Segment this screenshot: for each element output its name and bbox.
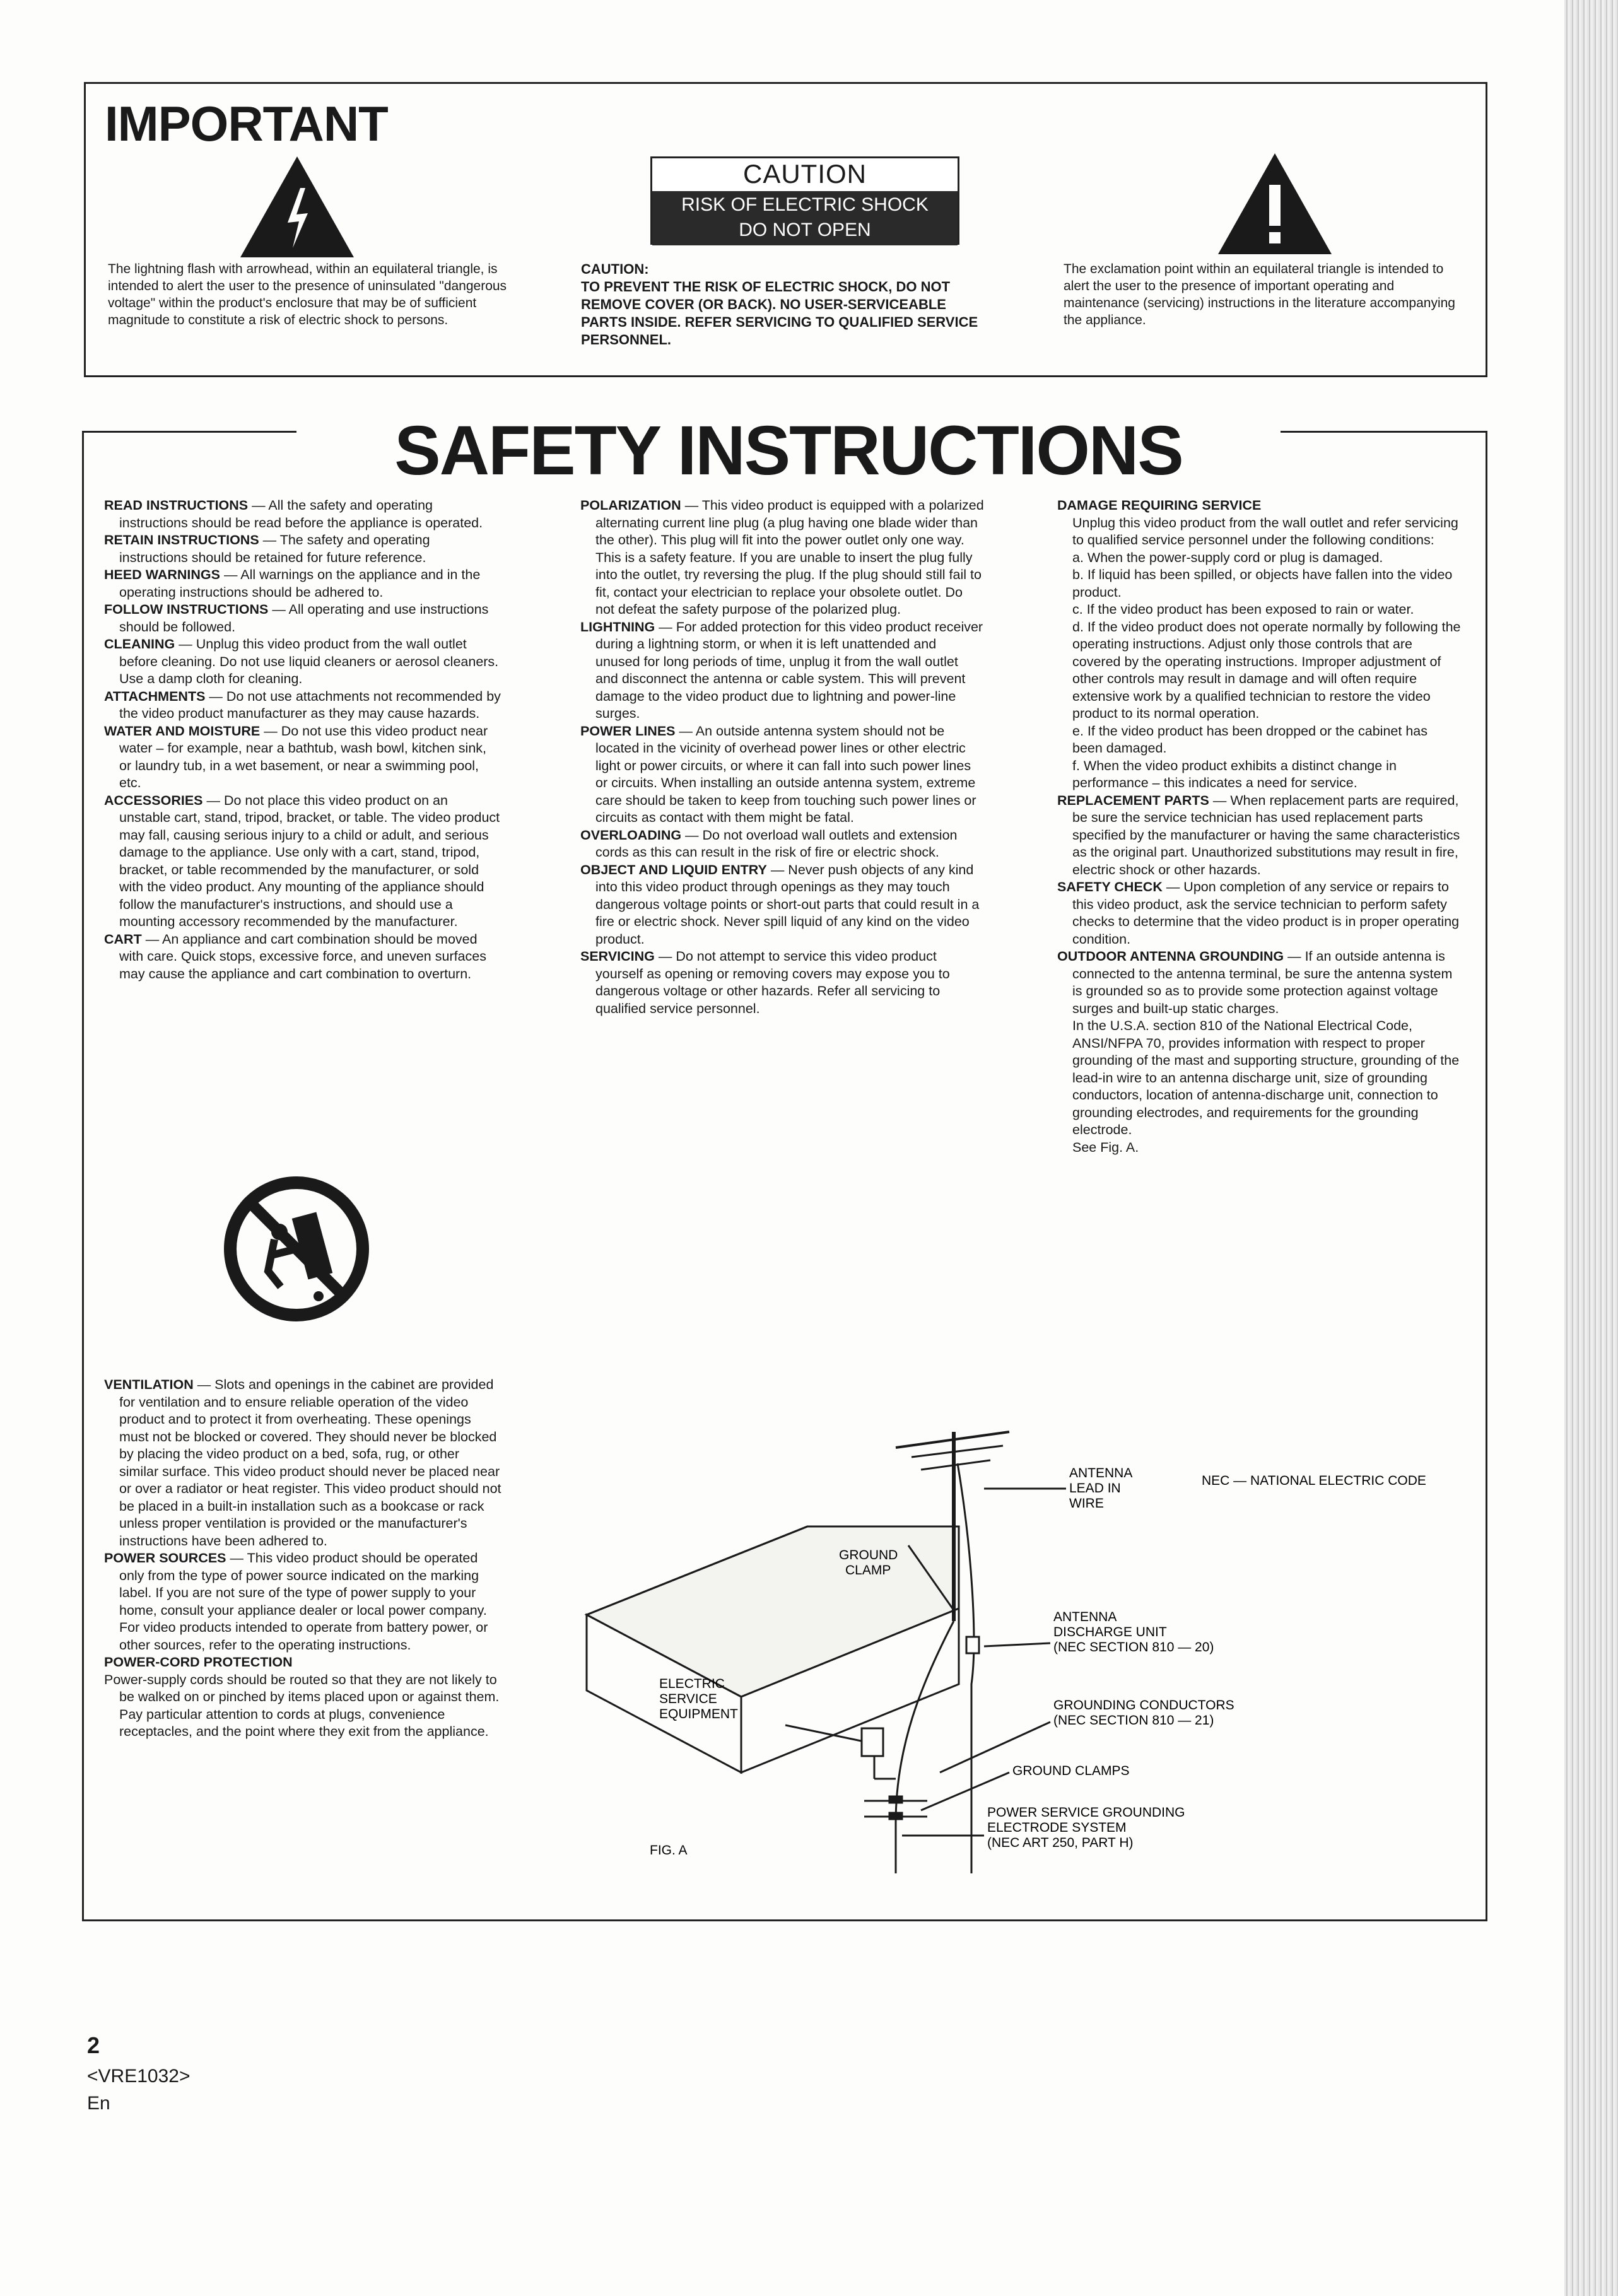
label-discharge-2: DISCHARGE UNIT	[1053, 1625, 1167, 1639]
label-nec: NEC — NATIONAL ELECTRIC CODE	[1202, 1473, 1426, 1488]
instruction-keyword: SAFETY CHECK	[1057, 879, 1163, 894]
figure-caption: FIG. A	[650, 1843, 688, 1858]
label-discharge-1: ANTENNA	[1053, 1610, 1117, 1624]
instruction-keyword: POWER LINES	[580, 723, 676, 739]
label-discharge-3: (NEC SECTION 810 — 20)	[1053, 1640, 1214, 1655]
instruction-keyword: OUTDOOR ANTENNA GROUNDING	[1057, 949, 1284, 964]
instruction-keyword: CLEANING	[104, 636, 175, 652]
instruction-item	[104, 688, 501, 723]
instruction-text: c. If the video product has been exposed to rain or water.	[1072, 602, 1414, 617]
instruction-text: See Fig. A.	[1072, 1139, 1139, 1155]
instruction-keyword: LIGHTNING	[580, 619, 655, 635]
instruction-keyword: HEED WARNINGS	[104, 567, 220, 582]
instruction-keyword: ACCESSORIES	[104, 792, 203, 808]
instruction-item	[104, 566, 501, 601]
safety-column-middle	[580, 497, 984, 1017]
label-electrode-2: ELECTRODE SYSTEM	[987, 1820, 1127, 1835]
instruction-item	[1057, 792, 1461, 879]
label-electric-1: ELECTRIC	[659, 1677, 725, 1691]
instruction-item	[1057, 549, 1461, 567]
instruction-item	[580, 948, 984, 1017]
instruction-item	[1057, 879, 1461, 948]
instruction-item	[1057, 758, 1461, 792]
label-antenna-lead-2: LEAD IN	[1069, 1481, 1121, 1496]
instruction-item	[104, 1550, 501, 1654]
instruction-item	[580, 619, 984, 723]
antenna-grounding-diagram	[568, 1419, 1482, 1873]
instruction-item	[104, 497, 501, 532]
instruction-item	[1057, 1139, 1461, 1157]
instruction-item	[1057, 515, 1461, 549]
instruction-item	[104, 636, 501, 688]
instruction-item	[1057, 619, 1461, 723]
caution-band-line-2: DO NOT OPEN	[739, 220, 871, 240]
caution-label: CAUTION	[743, 159, 867, 189]
instruction-text: — Do not attempt to service this video product yourself as opening or removing covers may expose you to dangerous voltage or other hazards. Refer all servicing to qualified service personnel.	[595, 949, 950, 1016]
label-ground-clamps: GROUND CLAMPS	[1012, 1764, 1130, 1778]
instruction-item	[1057, 566, 1461, 601]
label-electric-2: SERVICE	[659, 1692, 717, 1706]
instruction-item	[104, 532, 501, 566]
instruction-text: — Do not use attachments not recommended by the video product manufacturer as they may cause hazards.	[119, 688, 501, 721]
instruction-item	[104, 1376, 501, 1550]
instruction-item	[1057, 497, 1461, 515]
instruction-text: b. If liquid has been spilled, or objects have fallen into the video product.	[1072, 567, 1453, 600]
instruction-text: f. When the video product exhibits a distinct change in performance – this indicates a need for service.	[1072, 758, 1397, 790]
instruction-item	[1057, 1017, 1461, 1139]
instruction-text: — If an outside antenna is connected to the antenna terminal, be sure the antenna system is grounded so as to provide some protection against voltage surges and built-up static charges.	[1072, 949, 1453, 1016]
instruction-keyword: POLARIZATION	[580, 498, 681, 513]
instruction-keyword: OVERLOADING	[580, 827, 682, 843]
instruction-item	[1057, 723, 1461, 758]
label-ground-clamp-2: CLAMP	[845, 1563, 891, 1578]
instruction-item	[1057, 601, 1461, 619]
caution-text: TO PREVENT THE RISK OF ELECTRIC SHOCK, DO NOT REMOVE COVER (OR BACK). NO USER-SERVICEABLE PARTS INSIDE. REFER SERVICING TO QUALIFIED SERVICE PERSONNEL.	[581, 279, 978, 348]
label-grounding-2: (NEC SECTION 810 — 21)	[1053, 1713, 1214, 1728]
instruction-keyword: WATER AND MOISTURE	[104, 723, 261, 739]
instruction-text: a. When the power-supply cord or plug is damaged.	[1072, 549, 1383, 565]
instruction-keyword: POWER-CORD PROTECTION	[104, 1655, 293, 1670]
instruction-keyword: POWER SOURCES	[104, 1550, 226, 1566]
instruction-item	[1057, 948, 1461, 1017]
instruction-text: — All the safety and operating instructions should be read before the appliance is operated.	[119, 498, 483, 530]
instruction-item	[104, 723, 501, 792]
instruction-keyword: REPLACEMENT PARTS	[1057, 792, 1209, 808]
caution-band	[652, 191, 958, 245]
instruction-text: e. If the video product has been dropped or the cabinet has been damaged.	[1072, 723, 1427, 756]
instruction-item	[104, 931, 501, 983]
important-title: IMPORTANT	[105, 96, 388, 151]
instruction-keyword: VENTILATION	[104, 1377, 194, 1392]
instruction-text: In the U.S.A. section 810 of the National Electrical Code, ANSI/NFPA 70, provides information with respect to proper grounding of the mast and supporting structure, grounding of the lead-in wire to an antenna discharge unit, size of grounding conductors, location of antenna-discharge unit, connection to grounding electrodes, and requirements for the grounding electrode.	[1072, 1018, 1460, 1137]
instruction-item	[580, 862, 984, 949]
instruction-text: — This video product should be operated only from the type of power source indicated on the marking label. If you are not sure of the type of power supply to your home, consult your appliance dealer or local power company. For video products intended to operate from battery power, or other sources, refer to the operating instructions.	[119, 1550, 488, 1653]
instruction-text: — When replacement parts are required, be sure the service technician has used replacement parts specified by the manufacturer or having the same characteristics as the original part. Unauthorized substitutions may result in fire, electric shock or other hazards.	[1072, 792, 1460, 877]
instruction-keyword: CART	[104, 931, 142, 947]
language-code: En	[87, 2093, 110, 2114]
instruction-item	[104, 1654, 501, 1672]
instruction-text: — All warnings on the appliance and in the operating instructions should be adhered to.	[119, 567, 481, 600]
instruction-text: Power-supply cords should be routed so that they are not likely to be walked on or pinched by items placed upon or against them. Pay particular attention to cords at plugs, convenience receptacles, and the point where they exit from the appliance.	[104, 1672, 500, 1739]
instruction-text: — Slots and openings in the cabinet are provided for ventilation and to ensure reliable operation of the video product and to protect it from overheating. These openings must not be blocked or covered. They should never be blocked by placing the video product on a bed, sofa, rug, or other similar surface. This video product should never be placed near or over a radiator or heat register. This video product should not be placed in a built-in installation such as a bookcase or rack unless proper ventilation is provided or the manufacturer's instructions have been adhered to.	[119, 1377, 501, 1549]
caution-label-box	[650, 156, 959, 245]
instruction-item	[580, 497, 984, 619]
page-number: 2	[87, 2032, 100, 2058]
instruction-item	[104, 601, 501, 636]
instruction-item	[580, 827, 984, 862]
label-ground-clamp-1: GROUND	[839, 1548, 898, 1562]
instruction-text: — Do not use this video product near water – for example, near a bathtub, wash bowl, kitchen sink, or laundry tub, in a wet basement, or near a swimming pool, etc.	[119, 723, 488, 790]
lightning-warning-icon	[237, 153, 357, 261]
instruction-text: — Do not place this video product on an unstable cart, stand, tripod, bracket, or table. The video product may fall, causing serious injury to a child or adult, and serious damage to the appliance. Use only with a cart, stand, tripod, bracket, or table recommended by the manufacturer, or sold with the video product. Any mounting of the appliance should follow the manufacturer's instructions, and should use a mounting accessory recommended by the manufacturer.	[119, 792, 500, 929]
instruction-text: Unplug this video product from the wall outlet and refer servicing to qualified service personnel under the following conditions:	[1072, 515, 1458, 548]
caution-heading: CAUTION:	[581, 261, 649, 277]
safety-column-left-lower	[104, 1376, 501, 1741]
instruction-text: — This video product is equipped with a polarized alternating current line plug (a plug having one blade wider than the other). This plug will fit into the power outlet only one way. This is a safety feature. If you are unable to insert the plug fully into the outlet, try reversing the plug. If the plug should still fail to fit, contact your electrician to replace your obsolete outlet. Do not defeat the safety purpose of the polarized plug.	[595, 498, 984, 617]
instruction-keyword: FOLLOW INSTRUCTIONS	[104, 602, 269, 617]
exclamation-description: The exclamation point within an equilateral triangle is intended to alert the user to the presence of important operating and maintenance (servicing) instructions in the literature accompanying the appliance.	[1064, 262, 1455, 327]
instruction-text: — All operating and use instructions should be followed.	[119, 602, 489, 635]
label-electrode-1: POWER SERVICE GROUNDING	[987, 1805, 1185, 1820]
instruction-text: — An outside antenna system should not be located in the vicinity of overhead power lines or other electric light or power circuits, or where it can fall into such power lines or circuits. When installing an outside antenna system, extreme care should be taken to keep from touching such power lines or circuits as contact with them might be fatal.	[595, 723, 976, 825]
important-box	[84, 82, 1487, 377]
exclamation-warning-icon	[1215, 150, 1335, 257]
instruction-text: — Upon completion of any service or repairs to this video product, ask the service technician to perform safety checks to determine that the video product is in proper operating condition.	[1072, 879, 1460, 947]
instruction-keyword: DAMAGE REQUIRING SERVICE	[1057, 498, 1262, 513]
instruction-item	[580, 723, 984, 827]
caution-band-line-1: RISK OF ELECTRIC SHOCK	[681, 194, 929, 215]
safety-title: SAFETY INSTRUCTIONS	[296, 410, 1281, 492]
safety-column-right	[1057, 497, 1461, 1156]
instruction-item	[104, 1672, 501, 1741]
label-grounding-1: GROUNDING CONDUCTORS	[1053, 1698, 1234, 1713]
page-edge-shadow	[1564, 0, 1618, 2296]
instruction-text: — Do not overload wall outlets and extension cords as this can result in the risk of fire or electric shock.	[595, 827, 958, 860]
label-electric-3: EQUIPMENT	[659, 1707, 738, 1721]
label-electrode-3: (NEC ART 250, PART H)	[987, 1836, 1134, 1850]
instruction-keyword: OBJECT AND LIQUID ENTRY	[580, 862, 767, 877]
instruction-text: — Unplug this video product from the wall outlet before cleaning. Do not use liquid cleaners or aerosol cleaners. Use a damp cloth for cleaning.	[119, 636, 499, 686]
instruction-keyword: RETAIN INSTRUCTIONS	[104, 532, 259, 548]
label-antenna-lead-1: ANTENNA	[1069, 1466, 1133, 1480]
label-antenna-lead-3: WIRE	[1069, 1496, 1104, 1511]
safety-column-left	[104, 497, 501, 983]
instruction-text: — Never push objects of any kind into this video product through openings as they may touch dangerous voltage points or short-out parts that could result in a fire or electric shock. Never spill liquid of any kind on the video product.	[595, 862, 980, 947]
model-code: <VRE1032>	[87, 2066, 191, 2087]
instruction-text: — For added protection for this video product receiver during a lightning storm, or when it is left unattended and unused for long periods of time, unplug it from the wall outlet and disconnect the antenna or cable system. This will prevent damage to the video product due to lightning and power-line surges.	[595, 619, 983, 721]
caution-statement	[581, 261, 985, 349]
instruction-text: d. If the video product does not operate normally by following the operating instructions. Adjust only those controls that are covered by the operating instructions. Improper adjustment of other controls may result in damage and will often require extensive work by a qualified technician to restore the video product to its normal operation.	[1072, 619, 1461, 721]
instruction-keyword: ATTACHMENTS	[104, 688, 206, 704]
lightning-description: The lightning flash with arrowhead, within an equilateral triangle, is intended to alert the user to the presence of uninsulated "dangerous voltage" within the product's enclosure that may be of sufficient magnitude to constitute a risk of electric shock to persons.	[108, 262, 507, 327]
instruction-text: — An appliance and cart combination should be moved with care. Quick stops, excessive force, and uneven surfaces may cause the appliance and cart combination to overturn.	[119, 931, 486, 981]
instruction-item	[104, 792, 501, 931]
cart-warning-icon	[224, 1176, 369, 1321]
instruction-text: — The safety and operating instructions should be retained for future reference.	[119, 532, 430, 565]
instruction-keyword: READ INSTRUCTIONS	[104, 498, 249, 513]
instruction-keyword: SERVICING	[580, 949, 655, 964]
